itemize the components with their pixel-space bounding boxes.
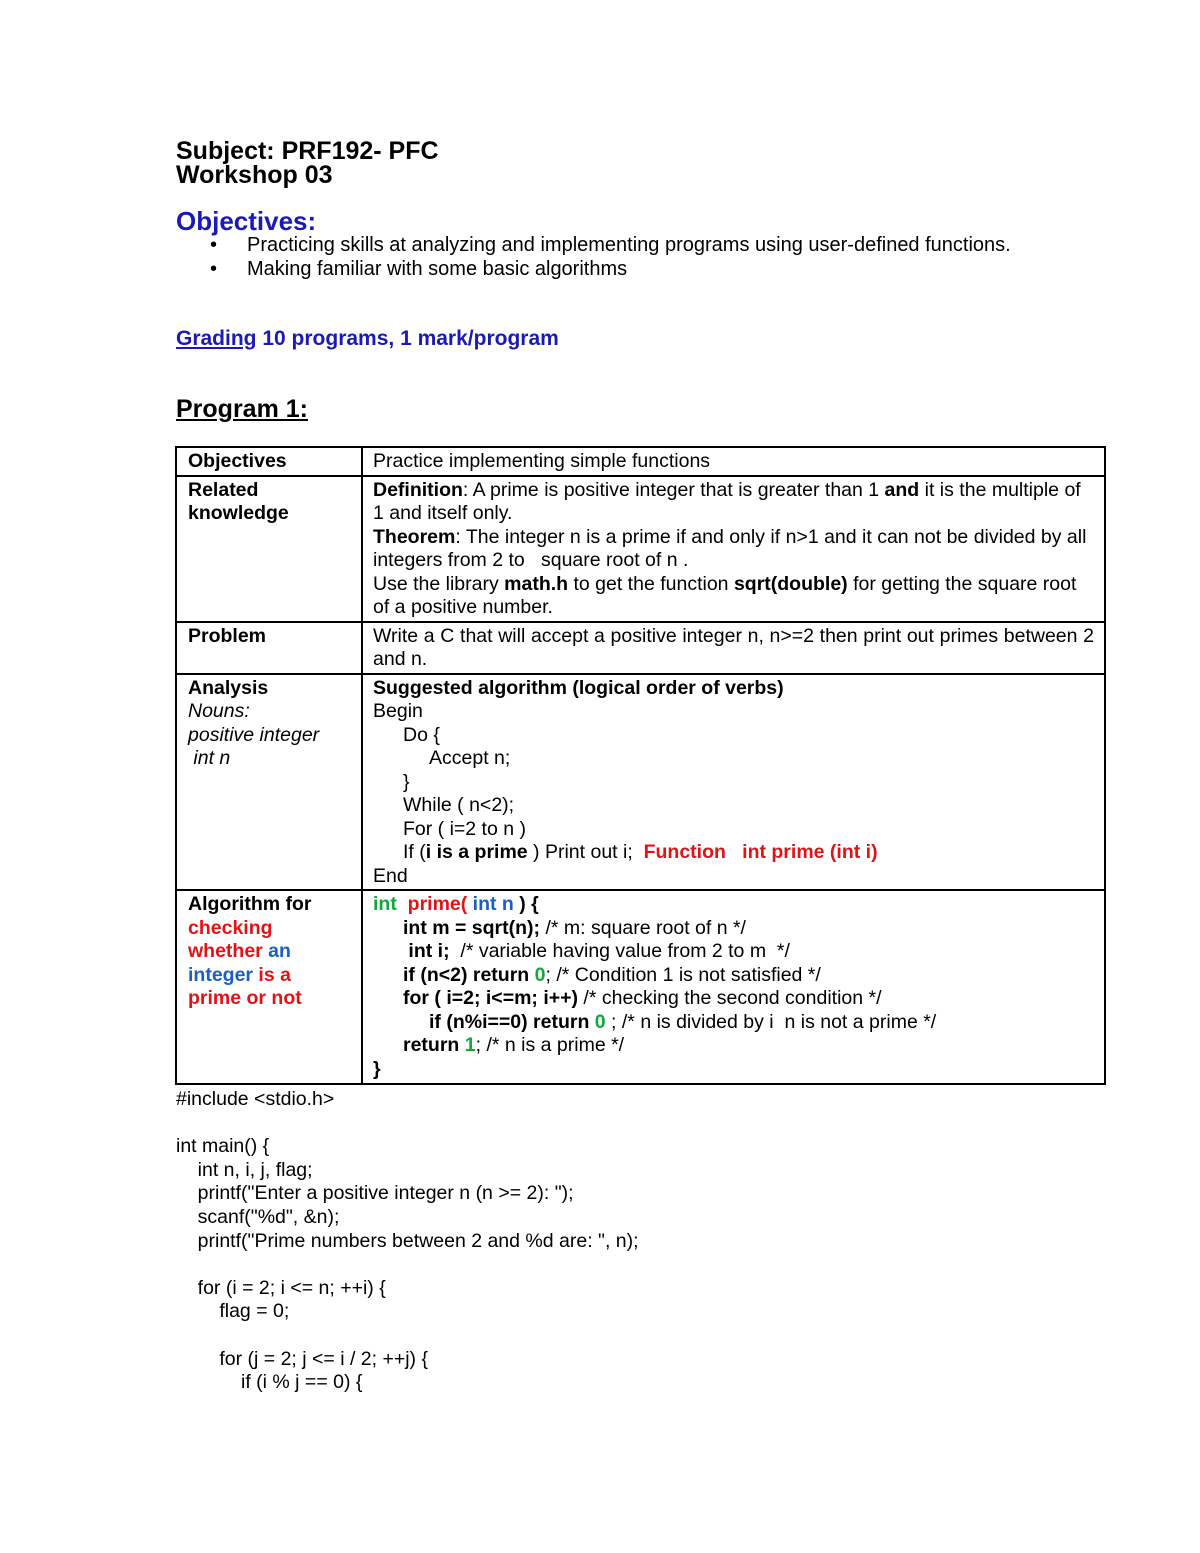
algo-if-text-2: ) Print out i; [527, 841, 644, 863]
code-comment: ; /* n is a prime */ [475, 1034, 625, 1056]
algorithm-line: Accept n; [429, 747, 511, 769]
definition-label: Definition [373, 478, 463, 501]
code-stmt: for ( i=2; i<=m; i++) [403, 987, 579, 1009]
check-label-word: integer [188, 963, 254, 986]
problem-label: Problem [176, 622, 362, 674]
program-spec-table [175, 446, 1106, 1085]
analysis-noun-item: int n [188, 747, 231, 769]
code-line: printf("Enter a positive integer n (n >= 2): "); [176, 1182, 574, 1205]
objectives-heading: Objectives: [176, 206, 317, 236]
code-comment: /* variable having value from 2 to m */ [449, 940, 790, 962]
code-line: for (j = 2; j <= i / 2; ++j) { [176, 1347, 428, 1370]
code-line: #include <stdio.h> [176, 1088, 335, 1110]
code-stmt: int i; [403, 940, 450, 962]
algorithm-line: Do { [403, 723, 440, 746]
check-label-word: an [262, 940, 291, 962]
grading-line [176, 327, 559, 351]
code-comment: ; /* Condition 1 is not satisfied */ [545, 963, 821, 986]
analysis-noun-item: positive integer [188, 723, 320, 746]
algorithm-heading: Suggested algorithm (logical order of verbs) [373, 676, 784, 699]
definition-text-end: it is the multiple of 1 and itself only. [373, 478, 1081, 524]
table-row [176, 476, 1105, 622]
code-line [373, 917, 1094, 941]
subject-heading: Subject: PRF192- PFC [176, 137, 439, 165]
code-stmt: return [403, 1034, 465, 1056]
check-label-line [188, 940, 351, 964]
code-line: } [373, 1057, 381, 1080]
label-line: knowledge [188, 502, 289, 524]
library-text-2: to get the function [568, 572, 734, 595]
algo-function-ref: Function int prime (int i) [643, 841, 878, 863]
code-line [373, 964, 1094, 988]
table-row [176, 447, 1105, 476]
code-line [373, 940, 1094, 964]
code-stmt: int m = sqrt(n); [403, 916, 541, 939]
code-stmt: if (n<2) return [403, 963, 535, 986]
objective-item [176, 233, 1011, 257]
objective-text: Practicing skills at analyzing and implementing programs using user-defined functions. [247, 234, 1011, 256]
definition-text: : A prime is positive integer that is greater than 1 [462, 478, 885, 501]
objective-item [176, 257, 1011, 281]
related-knowledge-label [176, 476, 362, 622]
library-text: Use the library [373, 572, 505, 595]
objectives-text: Practice implementing simple functions [362, 447, 1105, 476]
objectives-list [176, 233, 1011, 281]
algorithm-line: Begin [373, 700, 423, 722]
algorithm-line: End [373, 864, 408, 887]
definition-paragraph [373, 479, 1094, 526]
code-literal: 0 [594, 1010, 606, 1033]
program-title: Program 1: [176, 395, 308, 423]
table-row [176, 622, 1105, 674]
code-literal: 0 [534, 963, 546, 986]
code-stmt: if (n%i==0) return [429, 1010, 595, 1033]
label-line: Related [188, 478, 259, 501]
problem-text: Write a C that will accept a positive integer n, n>=2 then print out primes between 2 and n. [362, 622, 1105, 674]
code-line: if (i % j == 0) { [176, 1371, 363, 1394]
check-label-line [188, 964, 351, 988]
code-comment: /* m: square root of n */ [540, 916, 746, 939]
code-line: for (i = 2; i <= n; ++i) { [176, 1276, 386, 1299]
grading-text: 10 programs, 1 mark/program [256, 327, 559, 350]
code-line [176, 1324, 639, 1348]
code-line [176, 1253, 639, 1277]
bullet-icon: • [210, 234, 218, 256]
theorem-paragraph [373, 526, 1094, 573]
code-line [176, 1112, 639, 1136]
code-line: printf("Prime numbers between 2 and %d are: ", n); [176, 1229, 639, 1252]
library-text-3: for getting the square root of a positive number. [373, 572, 1077, 618]
library-sqrt: sqrt(double) [733, 572, 848, 595]
code-keyword: int [373, 893, 397, 915]
grading-label: Grading [176, 327, 257, 350]
code-line [373, 1034, 1094, 1058]
code-line: scanf("%d", &n); [176, 1205, 340, 1228]
library-math: math.h [504, 572, 569, 595]
analysis-label: Analysis [188, 676, 269, 699]
code-line: int n, i, j, flag; [176, 1158, 313, 1181]
code-line [373, 1011, 1094, 1035]
algorithm-line: While ( n<2); [403, 794, 515, 816]
code-line [373, 893, 1094, 917]
related-knowledge-text [362, 476, 1105, 622]
table-row [176, 890, 1105, 1084]
theorem-text: : The integer n is a prime if and only if n>1 and it can not be divided by all integers from 2 to square root of n . [373, 525, 1092, 571]
code-line: int main() { [176, 1135, 270, 1158]
definition-and: and [884, 478, 920, 501]
algorithm-line: } [403, 770, 410, 793]
theorem-label: Theorem [373, 525, 456, 548]
check-label-word: is a [253, 963, 291, 986]
source-code-block [176, 1088, 639, 1395]
code-func-name: prime( [396, 893, 468, 915]
bullet-icon: • [210, 258, 218, 280]
code-line: flag = 0; [176, 1300, 290, 1323]
code-param: int n [467, 893, 514, 915]
algorithm-cell [362, 674, 1105, 891]
algorithm-line: For ( i=2 to n ) [403, 817, 526, 840]
table-row [176, 674, 1105, 891]
analysis-nouns: Nouns: [188, 700, 250, 722]
library-paragraph [373, 573, 1094, 620]
analysis-cell [176, 674, 362, 891]
workshop-heading: Workshop 03 [176, 161, 333, 189]
check-label-cell [176, 890, 362, 1084]
code-comment: ; /* n is divided by i n is not a prime */ [605, 1010, 937, 1033]
code-comment: /* checking the second condition */ [578, 987, 882, 1009]
algo-if-bold: i is a prime [425, 841, 528, 863]
code-punct: ) { [513, 893, 539, 915]
check-label-line: checking [188, 916, 273, 939]
objectives-label: Objectives [176, 447, 362, 476]
code-line [373, 987, 1094, 1011]
check-label-line: Algorithm for [188, 893, 312, 915]
check-code-cell [362, 890, 1105, 1084]
algo-if-text: If ( [403, 841, 426, 863]
algorithm-line [373, 841, 1094, 865]
code-literal: 1 [464, 1034, 476, 1056]
objective-text: Making familiar with some basic algorithms [247, 258, 628, 280]
check-label-word: whether [188, 940, 263, 962]
check-label-line: prime or not [188, 987, 302, 1009]
